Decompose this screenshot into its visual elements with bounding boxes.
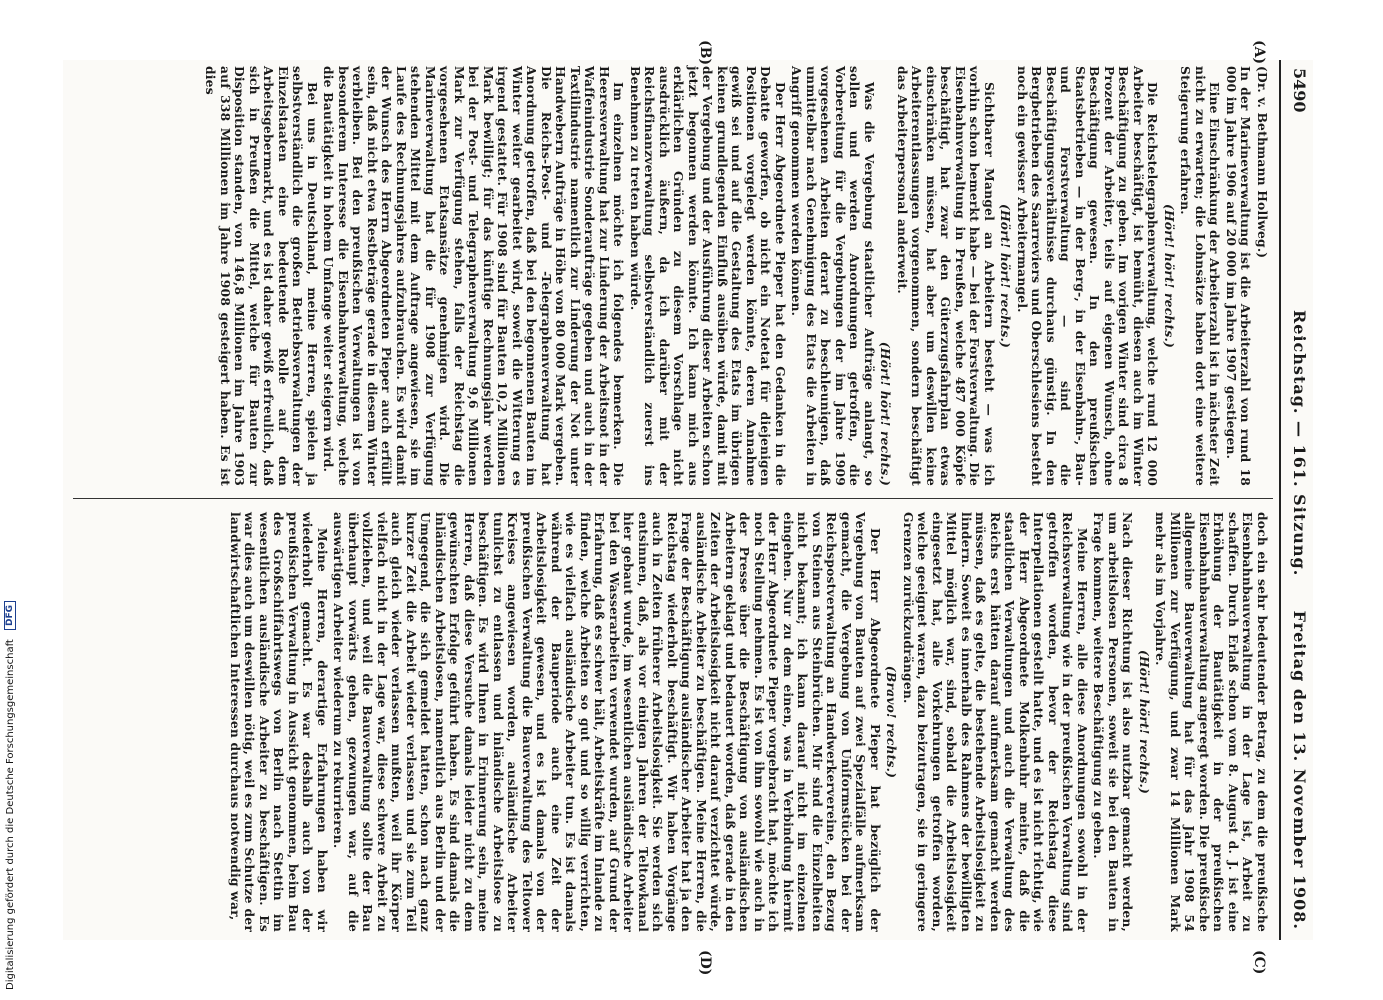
left-column-paragraph: Die Reichstelegraphenverwaltung, welche rund 12 000 Arbeiter beschäftigt, ist bemüht, diesen auch im Winter Beschäftigung zu geben. Im vorigen Winter sind circa 8 Prozent der Arbeiter, teils auf eigenen Wunsch, ohne Beschäftigung gewesen. In den preußischen Staatsbetrieben — in der Berg-, in der Eisenbahn-, Bau- und Forstverwaltung — sind die Beschäftigungsverhältnisse durchaus günstig. In den Bergbetrieben des Saarreviers und Oberschlesiens besteht noch ein gewisser Arbeitermangel. [1015, 66, 1161, 486]
left-column-paragraph: (Hört! hört! rechts.) [878, 341, 894, 486]
left-column [201, 66, 1269, 486]
right-column-paragraph: Meine Herren, derartige Erfahrungen haben wir wiederholt gemacht. Es war deshalb auch von der preußischen Verwaltung in Aussicht genommen, beim Bau des Großschiffahrtswegs von Berlin nach Stettin im wesentlichen ausländische Arbeiter zu beschäftigen. Es war dies auch um deswillen nötig, weil es zum Schutze der landwirtschaftlichen Interessen durchaus notwendig war, [228, 512, 330, 932]
left-column-paragraph: (Hört! hört! rechts.) [1162, 203, 1177, 349]
right-column-paragraph: (Hört! hört! rechts.) [1137, 649, 1152, 795]
header-rule [1279, 60, 1281, 940]
left-column-paragraph: (Dr. v. Bethmann Hollweg.) [1255, 66, 1270, 259]
margin-marker-a: (A) [1251, 40, 1267, 65]
right-column [226, 512, 1270, 932]
document-page [63, 40, 1313, 976]
margin-marker-b: (B) [697, 40, 713, 66]
left-column-paragraph: Was die Vergebung staatlicher Aufträge anlangt, so sollen und werden Anordnungen getroffen, die Vorbereitung für die Vergebungen der im Jahre 1909 vorgesehenen Arbeiten derart zu beschleunigen, daß unmittelbar nach Genehmigung des Etats die Arbeiten in Angriff genommen werden können. [789, 66, 877, 486]
left-column-paragraph: Der Herr Abgeordnete Pieper hat den Gedanken in die Debatte geworfen, ob nicht ein Notetat für diejenigen Positionen vorgelegt werden könnte, deren Annahme gewiß sei und auf die Gestaltung des Etats im übrigen keinen grundlegenden Einfluß ausüben würde, damit mit der Vergebung und der Ausführung dieser Arbeiten schon jetzt begonnen werden könnte. Ich kann mich aus erklärlichen Gründen zu diesem Vorschlage nicht ausdrücklich äußern, da ich darüber mit der Reichsfinanzverwaltung selbstverständlich zuerst ins Benehmen zu treten haben würde. [628, 66, 788, 486]
left-column-paragraph: Bei uns in Deutschland, meine Herren, spielen ja selbstverständlich die großen Betriebsverwaltungen der Einzelstaaten eine bedeutende Rolle auf dem Arbeitsgebermarkt, und es ist daher gewiß erfreulich, daß sich in Preußen die Mittel, welche für Bauten zur Disposition standen, von 146,8 Millionen im Jahre 1903 auf 338 Millionen im Jahre 1908 gesteigert haben. Es ist dies [203, 66, 320, 486]
left-column-paragraph: Eine Einschränkung der Arbeiterzahl ist in nächster Zeit nicht zu erwarten; die Lohnsätze haben dort eine weitere Steigerung erfahren. [1178, 66, 1223, 486]
right-column-paragraph: doch ein sehr bedeutender Betrag, zu dem die preußische Eisenbahnbauverwaltung in der Lage ist, Arbeit zu schaffen. Durch Erlaß schon vom 8. August d. J. ist eine Erhöhung der Bautätigkeit in der preußischen Eisenbahnbauverwaltung angeregt worden. Die preußische allgemeine Bauverwaltung hat für das Jahr 1908 54 Millionen zur Verfügung, und zwar 14 Millionen Mark mehr als im Vorjahre. [1153, 512, 1270, 932]
page-number: 5490 [1290, 68, 1309, 113]
right-column-paragraph: Der Herr Abgeordnete Pieper hat bezüglich der Vergebung von Bauten auf zwei Spezialfälle aufmerksam gemacht, die Vergebung von Uniformstücken bei der Reichspostverwaltung an Handwerkervereine, den Bezug von Steinen aus Steinbrüchen. Mir sind die Einzelheiten nicht bekannt; ich kann darauf nicht im einzelnen eingehen. Nur zu dem einen, was in Verbindung hiermit der Herr Abgeordnete Pieper vorgebracht hat, möchte ich noch Stellung nehmen. Es ist von ihm sowohl wie auch in der Presse über die Beschäftigung von ausländischen Arbeitern geklagt und bedauert worden, daß gerade in den Zeiten der Arbeitslosigkeit nicht darauf verzichtet würde, ausländische Arbeiter zu beschäftigen. Meine Herren, die Frage der Beschäftigung ausländischer Arbeiter hat ja den Reichstag wiederholt beschäftigt. Wir haben Vorgänge auch in Zeiten früherer Arbeitslosigkeit. Sie werden sich entsinnen, daß, als vor einigen Jahren der Teltowkanal hier gebaut wurde, im wesentlichen ausländische Arbeiter bei den Wasserarbeiten verwendet wurden, auf Grund der Erfahrung, daß es schwer hält, Arbeitskräfte im Inlande zu finden, welche Arbeiten so gut und so willig verrichten, wie es vielfach ausländische Arbeiter tun. Es ist damals während der Bauperiode auch eine Zeit der Arbeitslosigkeit gewesen, und es ist damals von der preußischen Verwaltung die Bauverwaltung des Teltower Kreises angewiesen worden, ausländische Arbeiter tunlichst zu entlassen und inländische Arbeitslose zu beschäftigen. Es wird Ihnen in Erinnerung sein, meine Herren, daß diese Versuche damals leider nicht zu dem gewünschten Erfolge geführt haben. Es sind damals die inländischen Arbeitslosen, namentlich aus Berlin und der Umgegend, die sich gemeldet hatten, schon nach ganz kurzer Zeit die Arbeit wieder verlassen und sie zum Teil auch gleich wieder verlassen mußten, weil ihr Körper vielfach nicht in der Lage war, diese schwere Arbeit zu vollziehen, und weil die Bauverwaltung sollte der Bau überhaupt vorwärts gehen, gezwungen war, auf die auswärtigen Arbeiter wiederum zu rekurrieren. [331, 512, 883, 932]
column-divider [73, 498, 1273, 499]
right-column-paragraph: Meine Herren, alle diese Anordnungen sowohl in der Reichsverwaltung wie in der preußischen Verwaltung sind getroffen worden, bevor der Reichstag diese Interpellationen gestellt hatte, und es ist nicht richtig, wie der Herr Abgeordnete Molkenbuhr meinte, daß die staatlichen Verwaltungen und auch die Verwaltung des Reichs erst hätten darauf aufmerksam gemacht werden müssen, daß es gelte, die bestehende Arbeitslosigkeit zu lindern. Soweit es innerhalb des Rahmens der bewilligten Mittel möglich war, sind, sobald die Arbeitslosigkeit eingesetzt hat, alle Vorkehrungen getroffen worden, welche geeignet waren, dazu beizutragen, sie in geringere Grenzen zurückzudrängen. [901, 512, 1090, 932]
left-column-paragraph: Im einzelnen möchte ich folgendes bemerken. Die Heeresverwaltung hat zur Linderung der Arbeitsnot in der Waffenindustrie Sonderaufträge gegeben und auch in der Textilindustrie namentlich zur Linderung der Not unter Handwebern Aufträge in Höhe von 80 000 Mark vergeben. Die Reichs-Post- und -Telegraphenverwaltung hat Anordnung getroffen, daß bei den begonnenen Bauten im Winter weiter gearbeitet wird, soweit die Witterung es irgend gestattet. Für 1908 sind für Bauten 10,2 Millionen Mark bewilligt; für das künftige Rechnungsjahr werden bei der Post- und Telegraphenverwaltung 9,6 Millionen Mark zur Verfügung stehen, falls der Reichstag die vorgesehenen Etatsansätze genehmigen wird. Die Marineverwaltung hat die für 1908 zur Verfügung stehenden Mittel mit dem Auftrage angewiesen, sie im Laufe des Rechnungsjahres aufzubrauchen. Es wird damit der Wunsch des Herrn Abgeordneten Pieper auch erfüllt sein, daß nicht etwa Restbeträge gerade in diesem Winter verbleiben. Bei den preußischen Verwaltungen ist von besonderem Interesse die Eisenbahnverwaltung, welche die Bautätigkeit in hohem Umfange weiter steigern wird. [321, 66, 627, 486]
credit-text: Digitalisierung gefördert durch die Deutsche Forschungsgemeinschaft [5, 639, 16, 990]
left-column-paragraph: In der Marineverwaltung ist die Arbeiterzahl von rund 18 000 im Jahre 1906 auf 20 000 im Jahre 1907 gestiegen. [1224, 66, 1254, 486]
dfg-logo-icon: DFG [4, 601, 16, 630]
right-column-paragraph: (Bravo! rechts.) [884, 665, 900, 779]
left-column-paragraph: Sichtbarer Mangel an Arbeitern besteht — was ich vorhin schon bemerkt habe — bei der Forstverwaltung. Die Eisenbahnverwaltung in Preußen, welche 487 000 Köpfe beschäftigt, hat zwar den Güterzugsfahrplan etwas einschränken müssen, hat aber um deswillen keine Arbeiterentlassungen vorgenommen, sondern beschäftigt das Arbeiterpersonal anderweit. [895, 66, 997, 486]
left-column-paragraph: (Hört! hört! rechts.) [998, 203, 1014, 349]
right-column-paragraph: Nach dieser Richtung ist also nutzbar gemacht werden, um arbeitslosen Personen, soweit sie bei den Bauten in Frage kommen, weitere Beschäftigung zu geben. [1091, 512, 1136, 932]
session-date: Freitag den 13. November 1908. [1290, 610, 1309, 930]
margin-marker-c: (C) [1251, 950, 1267, 975]
digitization-credit [4, 601, 16, 990]
margin-marker-d: (D) [697, 950, 713, 976]
page-header [1285, 60, 1313, 940]
session-title: Reichstag. — 161. Sitzung. [1290, 310, 1309, 577]
